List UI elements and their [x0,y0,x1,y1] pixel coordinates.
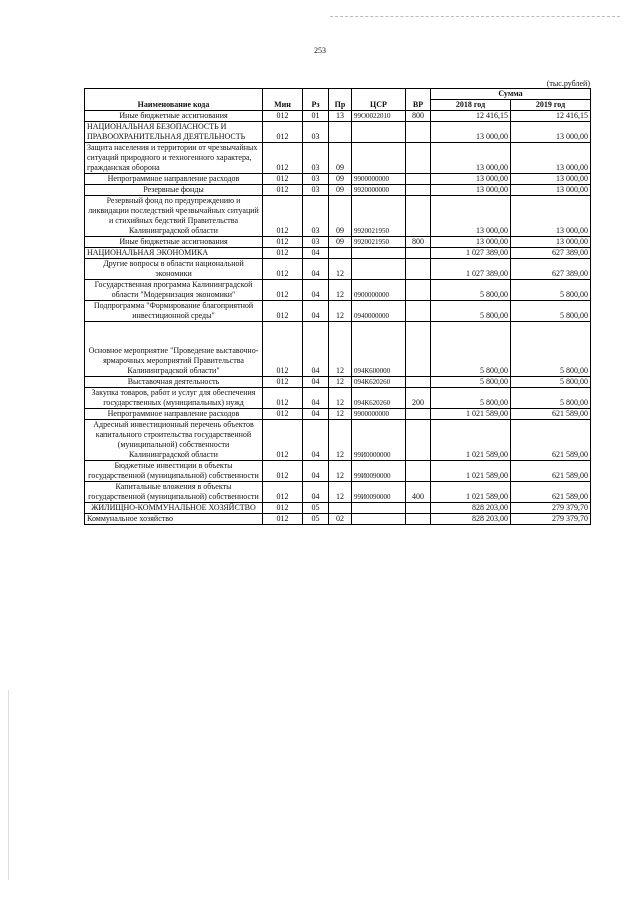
table-row [85,122,591,143]
row-sum-2019-cell: 13 000,00 [511,174,591,185]
row-min-cell: 012 [263,143,303,174]
table-row [85,409,591,420]
row-sum-2018-cell: 828 203,00 [431,514,511,525]
row-rz-cell: 03 [303,174,329,185]
row-vr-cell [406,122,431,143]
header-name: Наименование кода [85,89,263,111]
row-pr-cell: 09 [329,185,352,196]
row-min-cell: 012 [263,461,303,482]
row-rz-cell: 01 [303,111,329,122]
row-rz-cell: 05 [303,514,329,525]
row-pr-cell [329,248,352,259]
row-min-cell: 012 [263,185,303,196]
row-min-cell: 012 [263,503,303,514]
row-rz-cell: 04 [303,420,329,461]
row-name-cell: Капитальные вложения в объекты государственной (муниципальной) собственности [85,482,263,503]
row-pr-cell: 12 [329,301,352,322]
table-row [85,482,591,503]
row-rz-cell: 03 [303,185,329,196]
row-csr-cell [352,143,406,174]
row-name-cell: Адресный инвестиционный перечень объектов капитального строительства государственной (муниципальной) собственности Калининградской области [85,420,263,461]
row-name-cell: НАЦИОНАЛЬНАЯ ЭКОНОМИКА [85,248,263,259]
row-name-cell: Иные бюджетные ассигнования [85,237,263,248]
row-sum-2019-cell: 627 389,00 [511,259,591,280]
row-sum-2018-cell: 5 800,00 [431,322,511,377]
table-row [85,322,591,377]
row-sum-2019-cell: 5 800,00 [511,322,591,377]
row-rz-cell: 03 [303,196,329,237]
row-min-cell: 012 [263,388,303,409]
row-csr-cell: 094К620260 [352,388,406,409]
row-csr-cell: 094К600000 [352,322,406,377]
scan-artifact-line [330,16,620,17]
row-rz-cell: 05 [303,503,329,514]
row-vr-cell [406,280,431,301]
row-rz-cell: 04 [303,280,329,301]
row-pr-cell: 13 [329,111,352,122]
row-sum-2018-cell: 13 000,00 [431,185,511,196]
budget-table [84,88,591,525]
page-number: 253 [314,46,326,55]
row-sum-2018-cell: 5 800,00 [431,377,511,388]
row-name-cell: Закупка товаров, работ и услуг для обеспечения государственных (муниципальных) нужд [85,388,263,409]
row-csr-cell: 9920021950 [352,196,406,237]
row-csr-cell [352,122,406,143]
row-sum-2019-cell: 5 800,00 [511,377,591,388]
row-sum-2019-cell: 621 589,00 [511,409,591,420]
table-row [85,503,591,514]
row-vr-cell [406,409,431,420]
row-csr-cell: 0940000000 [352,301,406,322]
row-csr-cell [352,259,406,280]
table-row [85,248,591,259]
row-rz-cell: 04 [303,322,329,377]
row-pr-cell: 12 [329,322,352,377]
row-rz-cell: 03 [303,143,329,174]
row-min-cell: 012 [263,301,303,322]
row-name-cell: ЖИЛИЩНО-КОММУНАЛЬНОЕ ХОЗЯЙСТВО [85,503,263,514]
row-pr-cell [329,122,352,143]
row-min-cell: 012 [263,280,303,301]
row-sum-2019-cell: 621 589,00 [511,461,591,482]
row-name-cell: Иные бюджетные ассигнования [85,111,263,122]
row-pr-cell: 09 [329,237,352,248]
row-vr-cell [406,514,431,525]
units-label: (тыс.рублей) [546,79,590,88]
row-vr-cell: 800 [406,111,431,122]
row-name-cell: Защита населения и территории от чрезвычайных ситуаций природного и техногенного характера, гражданская оборона [85,143,263,174]
row-csr-cell: 9920021950 [352,237,406,248]
row-sum-2018-cell: 5 800,00 [431,280,511,301]
table-row [85,514,591,525]
row-rz-cell: 04 [303,301,329,322]
row-csr-cell: 0900000000 [352,280,406,301]
row-name-cell: НАЦИОНАЛЬНАЯ БЕЗОПАСНОСТЬ И ПРАВООХРАНИТЕЛЬНАЯ ДЕЯТЕЛЬНОСТЬ [85,122,263,143]
row-rz-cell: 04 [303,388,329,409]
row-sum-2019-cell: 621 589,00 [511,482,591,503]
row-sum-2019-cell: 13 000,00 [511,196,591,237]
row-vr-cell [406,174,431,185]
row-vr-cell [406,196,431,237]
row-sum-2018-cell: 1 021 589,00 [431,409,511,420]
row-vr-cell [406,377,431,388]
row-sum-2019-cell: 5 800,00 [511,280,591,301]
table-row [85,377,591,388]
row-min-cell: 012 [263,196,303,237]
header-pr: Пр [329,89,352,111]
row-min-cell: 012 [263,409,303,420]
table-row [85,196,591,237]
row-vr-cell [406,322,431,377]
row-sum-2018-cell: 1 021 589,00 [431,482,511,503]
table-row [85,280,591,301]
row-rz-cell: 04 [303,409,329,420]
table-row [85,143,591,174]
header-csr: ЦСР [352,89,406,111]
row-min-cell: 012 [263,122,303,143]
row-vr-cell: 400 [406,482,431,503]
row-name-cell: Другие вопросы в области национальной экономики [85,259,263,280]
row-name-cell: Резервные фонды [85,185,263,196]
table-row [85,111,591,122]
row-vr-cell [406,503,431,514]
row-min-cell: 012 [263,514,303,525]
row-sum-2018-cell: 1 027 389,00 [431,248,511,259]
table-row [85,420,591,461]
row-csr-cell [352,514,406,525]
row-sum-2019-cell: 627 389,00 [511,248,591,259]
row-min-cell: 012 [263,420,303,461]
header-vr: ВР [406,89,431,111]
row-pr-cell: 09 [329,143,352,174]
row-rz-cell: 04 [303,259,329,280]
row-sum-2019-cell: 12 416,15 [511,111,591,122]
row-min-cell: 012 [263,322,303,377]
row-sum-2018-cell: 13 000,00 [431,143,511,174]
row-sum-2019-cell: 279 379,70 [511,503,591,514]
table-row [85,174,591,185]
row-pr-cell: 12 [329,409,352,420]
row-pr-cell: 12 [329,388,352,409]
row-name-cell: Основное мероприятие "Проведение выставочно-ярмарочных мероприятий Правительства Калининградской области" [85,322,263,377]
row-vr-cell [406,185,431,196]
row-sum-2018-cell: 13 000,00 [431,196,511,237]
row-sum-2018-cell: 828 203,00 [431,503,511,514]
header-min: Мин [263,89,303,111]
row-name-cell: Выставочная деятельность [85,377,263,388]
row-sum-2019-cell: 621 589,00 [511,420,591,461]
row-min-cell: 012 [263,482,303,503]
row-name-cell: Непрограммное направление расходов [85,174,263,185]
row-pr-cell: 02 [329,514,352,525]
row-sum-2018-cell: 1 021 589,00 [431,461,511,482]
row-vr-cell [406,248,431,259]
row-rz-cell: 03 [303,237,329,248]
row-csr-cell: 99И0090000 [352,482,406,503]
row-pr-cell: 12 [329,280,352,301]
row-sum-2018-cell: 13 000,00 [431,122,511,143]
row-pr-cell: 12 [329,461,352,482]
row-vr-cell [406,259,431,280]
table-row [85,259,591,280]
row-sum-2018-cell: 13 000,00 [431,174,511,185]
table-row [85,461,591,482]
row-name-cell: Бюджетные инвестиции в объекты государственной (муниципальной) собственности [85,461,263,482]
row-min-cell: 012 [263,377,303,388]
row-min-cell: 012 [263,237,303,248]
scan-artifact-margin [8,690,9,880]
row-vr-cell: 200 [406,388,431,409]
row-name-cell: Государственная программа Калининградской области "Модернизация экономики" [85,280,263,301]
row-rz-cell: 04 [303,482,329,503]
row-rz-cell: 03 [303,122,329,143]
row-sum-2018-cell: 5 800,00 [431,388,511,409]
row-csr-cell: 9920000000 [352,185,406,196]
header-rz: Рз [303,89,329,111]
header-year-2018: 2018 год [431,100,511,111]
row-name-cell: Коммунальное хозяйство [85,514,263,525]
row-csr-cell: 99И0090000 [352,461,406,482]
row-min-cell: 012 [263,259,303,280]
row-pr-cell: 12 [329,377,352,388]
row-min-cell: 012 [263,111,303,122]
row-rz-cell: 04 [303,377,329,388]
row-pr-cell: 12 [329,420,352,461]
table-row [85,237,591,248]
row-vr-cell: 800 [406,237,431,248]
row-sum-2018-cell: 1 021 589,00 [431,420,511,461]
row-csr-cell: 9900000000 [352,174,406,185]
row-min-cell: 012 [263,248,303,259]
row-pr-cell [329,503,352,514]
row-name-cell: Непрограммное направление расходов [85,409,263,420]
row-rz-cell: 04 [303,248,329,259]
row-csr-cell: 99И0000000 [352,420,406,461]
row-sum-2019-cell: 13 000,00 [511,185,591,196]
table-body [85,111,591,525]
row-sum-2019-cell: 5 800,00 [511,388,591,409]
row-sum-2019-cell: 279 379,70 [511,514,591,525]
row-sum-2018-cell: 1 027 389,00 [431,259,511,280]
row-sum-2018-cell: 13 000,00 [431,237,511,248]
header-year-2019: 2019 год [511,100,591,111]
row-sum-2019-cell: 5 800,00 [511,301,591,322]
row-sum-2019-cell: 13 000,00 [511,143,591,174]
header-row-1 [85,89,591,100]
row-csr-cell: 99О0022010 [352,111,406,122]
row-pr-cell: 12 [329,482,352,503]
row-name-cell: Подпрограмма "Формирование благоприятной инвестиционной среды" [85,301,263,322]
header-sum: Сумма [431,89,591,100]
table-row [85,301,591,322]
row-csr-cell: 094К620260 [352,377,406,388]
row-sum-2019-cell: 13 000,00 [511,237,591,248]
row-name-cell: Резервный фонд по предупреждению и ликвидации последствий чрезвычайных ситуаций и стихийных бедствий Правительства Калининградской области [85,196,263,237]
row-pr-cell: 09 [329,174,352,185]
table-row [85,388,591,409]
row-vr-cell [406,143,431,174]
table-row [85,185,591,196]
row-csr-cell [352,248,406,259]
row-csr-cell: 9900000000 [352,409,406,420]
row-vr-cell [406,461,431,482]
row-vr-cell [406,301,431,322]
row-vr-cell [406,420,431,461]
row-sum-2018-cell: 12 416,15 [431,111,511,122]
row-csr-cell [352,503,406,514]
row-sum-2018-cell: 5 800,00 [431,301,511,322]
row-rz-cell: 04 [303,461,329,482]
row-min-cell: 012 [263,174,303,185]
row-pr-cell: 12 [329,259,352,280]
row-sum-2019-cell: 13 000,00 [511,122,591,143]
row-pr-cell: 09 [329,196,352,237]
